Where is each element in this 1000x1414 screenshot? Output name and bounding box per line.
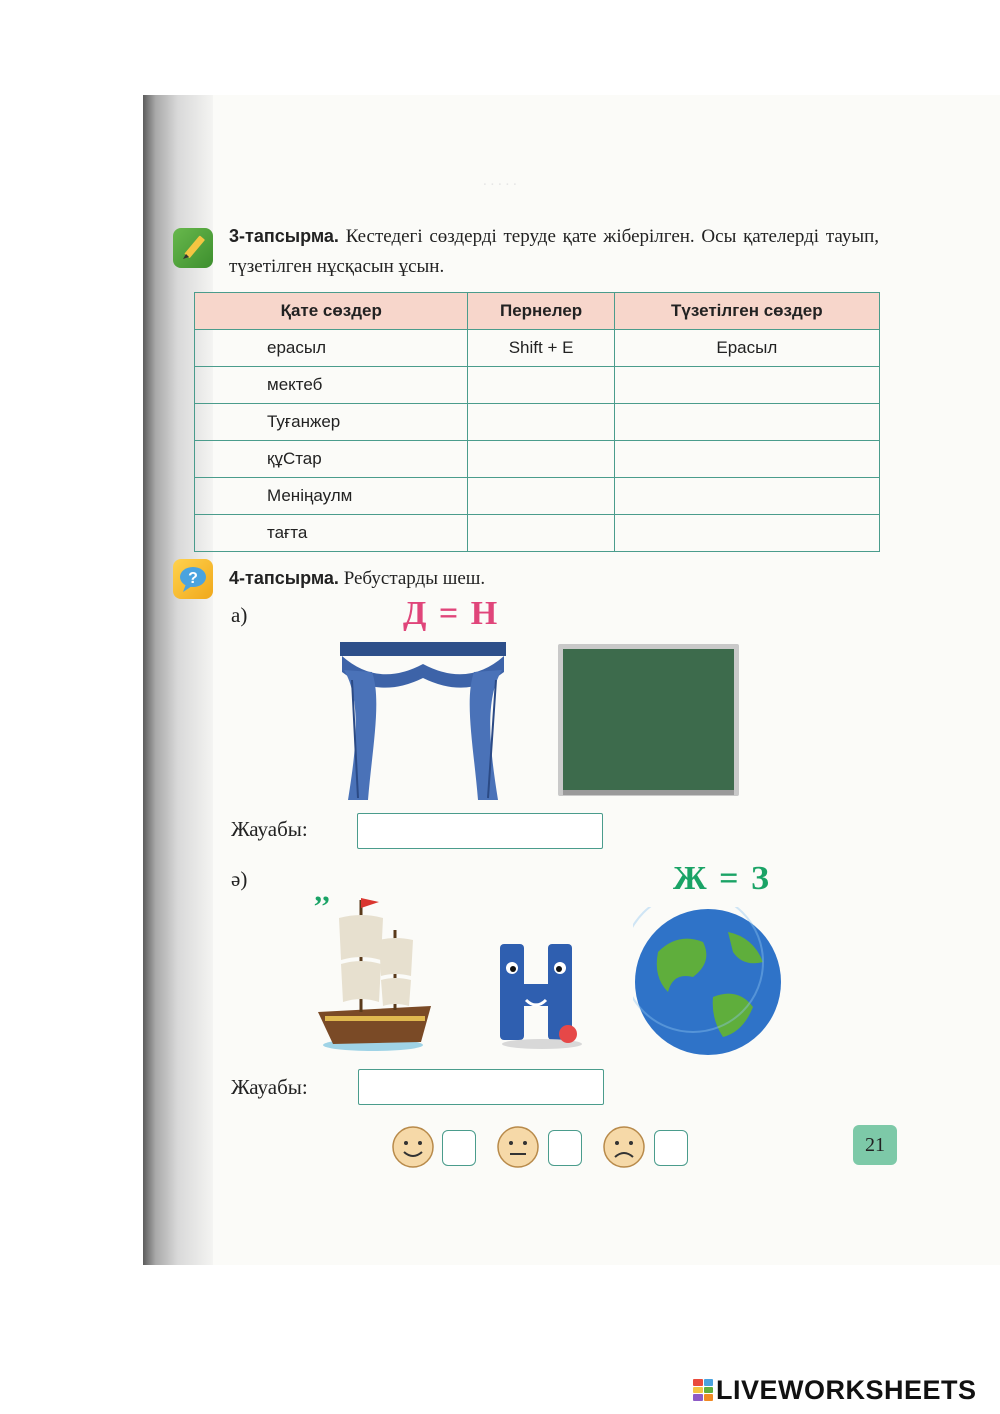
corrected-word-cell[interactable]: [614, 367, 879, 404]
page-number: 21: [853, 1125, 897, 1165]
corrected-word-cell[interactable]: [614, 515, 879, 552]
brand-name: LIVEWORKSHEETS: [716, 1374, 977, 1405]
rebus-a-answer-field[interactable]: [357, 813, 603, 849]
liveworksheets-logo: [693, 1375, 977, 1405]
rebus-a-label: а): [231, 603, 248, 627]
curtain-picture: [338, 640, 508, 807]
smiling-checkbox[interactable]: [442, 1130, 476, 1166]
wrong-word-cell: тағта: [195, 515, 468, 552]
bleed-through-header: . . . . .: [483, 173, 517, 189]
table-row: [195, 404, 880, 441]
task4-text: Ребустарды шеш.: [343, 568, 486, 589]
wrong-word-cell: мектеб: [195, 367, 468, 404]
table-row: [195, 367, 880, 404]
rebus-b-equation: Ж = З: [673, 860, 771, 897]
corrected-word-cell[interactable]: [614, 441, 879, 478]
table-row: [195, 478, 880, 515]
wrong-word-cell: Туғанжер: [195, 404, 468, 441]
wrong-word-cell: Меніңаулм: [195, 478, 468, 515]
pencil-icon: [173, 228, 213, 268]
corrected-word-cell[interactable]: [614, 404, 879, 441]
neutral-checkbox[interactable]: [548, 1130, 582, 1166]
ship-picture: [303, 890, 443, 1057]
wrong-word-cell: ерасыл: [195, 330, 468, 367]
keys-cell[interactable]: [468, 478, 614, 515]
rebus-b-answer-field[interactable]: [358, 1069, 604, 1105]
sad-checkbox[interactable]: [654, 1130, 688, 1166]
words-table: [194, 292, 880, 552]
table-row: [195, 441, 880, 478]
table-header-row: [195, 293, 880, 330]
keys-cell[interactable]: [468, 441, 614, 478]
header-corrected-words: Түзетілген сөздер: [614, 293, 879, 330]
keys-cell[interactable]: [468, 404, 614, 441]
wrong-word-cell: құСтар: [195, 441, 468, 478]
keys-cell[interactable]: [468, 515, 614, 552]
corrected-word-cell: Ерасыл: [614, 330, 879, 367]
task3-text: Кестедегі сөздерді теруде қате жіберілген. Осы қателерді тауып, түзетілген нұсқасын ұсын.: [229, 226, 880, 277]
task4-label: 4-тапсырма.: [229, 568, 339, 588]
rebus-b-answer-label: Жауабы:: [231, 1075, 308, 1099]
header-wrong-words: Қате сөздер: [195, 293, 468, 330]
task3-instruction: [229, 221, 879, 282]
keys-cell[interactable]: [468, 367, 614, 404]
liveworksheets-logo-icon: [693, 1379, 713, 1401]
rebus-a-equation: Д = Н: [403, 595, 500, 632]
worksheet-page: [143, 95, 1000, 1265]
question-bubble-icon: [173, 559, 213, 599]
task3-label: 3-тапсырма.: [229, 226, 339, 246]
corrected-word-cell[interactable]: [614, 478, 879, 515]
svg-text:?: ?: [188, 570, 198, 587]
letter-h-character-picture: [488, 940, 596, 1055]
table-row: [195, 330, 880, 367]
rebus-b-quote-mark: ’’: [313, 890, 331, 923]
book-gutter-shadow: [143, 95, 213, 1265]
table-row: [195, 515, 880, 552]
smiling-face-icon: [392, 1126, 434, 1168]
rebus-b-label: ә): [231, 867, 248, 891]
header-keys: Пернелер: [468, 293, 614, 330]
keys-cell: Shift + E: [468, 330, 614, 367]
chalkboard-picture: [556, 642, 741, 803]
neutral-face-icon: [497, 1126, 539, 1168]
earth-globe-picture: [633, 907, 783, 1062]
rebus-a-answer-label: Жауабы:: [231, 817, 308, 841]
sad-face-icon: [603, 1126, 645, 1168]
task4-instruction: [229, 563, 485, 594]
